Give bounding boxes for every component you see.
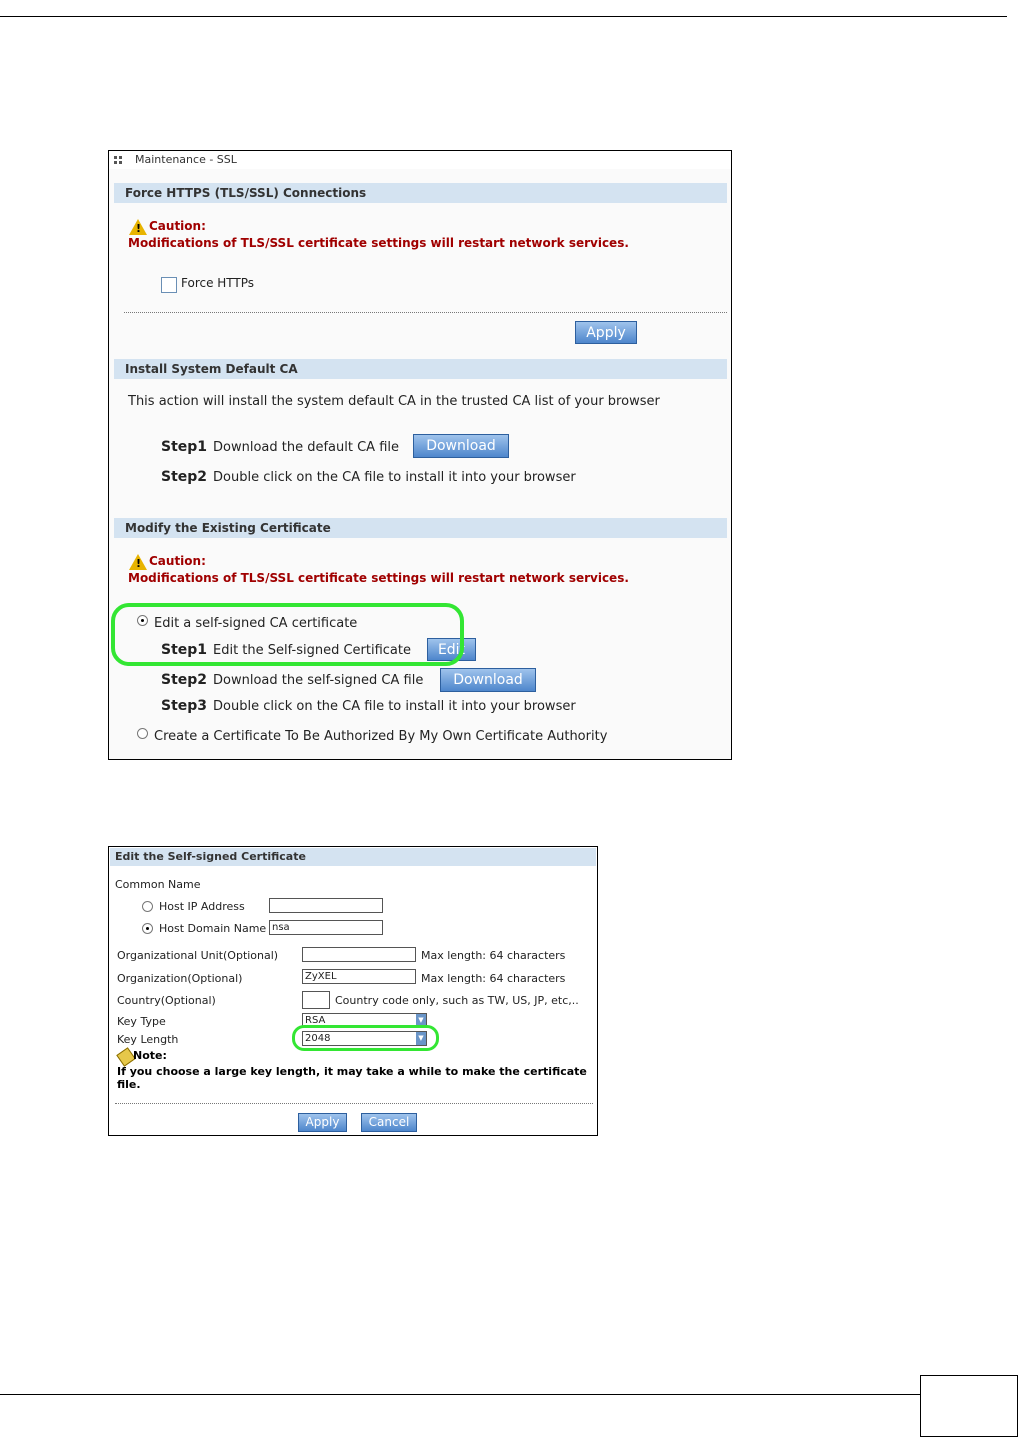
caution-message: Modifications of TLS/SSL certificate settings will restart network services. [128,236,629,250]
highlight-circle [292,1025,439,1051]
window-title: Maintenance - SSL [135,153,237,166]
warning-icon: ! [129,554,147,570]
self-signed-option-label: Edit a self-signed CA certificate [154,616,358,631]
host-domain-label: Host Domain Name [159,922,267,935]
warning-icon: ! [129,219,147,235]
caution-title: Caution: [149,219,206,233]
caution-message: Modifications of TLS/SSL certificate settings will restart network services. [128,571,629,585]
top-rule [0,16,1007,17]
country-input[interactable] [302,991,330,1009]
edit-certificate-dialog [108,846,598,1136]
caution-title: Caution: [149,554,206,568]
step1-label: Step1 [161,642,208,658]
chevron-down-icon[interactable]: ▼ [416,1014,426,1027]
step1-text: Download the default CA file [213,440,399,455]
note-label: Note: [133,1049,167,1062]
page-number-box [920,1375,1018,1437]
divider [124,312,727,313]
dialog-title: Edit the Self-signed Certificate [110,848,596,866]
common-name-label: Common Name [115,878,201,891]
key-length-label: Key Length [117,1033,179,1046]
org-unit-label: Organizational Unit(Optional) [117,949,279,962]
bottom-rule [0,1394,920,1395]
download-default-ca-button[interactable]: Download [413,434,509,458]
host-ip-label: Host IP Address [159,900,245,913]
force-https-checkbox[interactable] [161,277,177,293]
section-install-ca-heading: Install System Default CA [114,359,727,379]
org-label: Organization(Optional) [117,972,243,985]
highlight-circle [111,603,464,666]
step2-text: Download the self-signed CA file [213,673,424,688]
country-label: Country(Optional) [117,994,216,1007]
divider [115,1103,593,1104]
chevron-down-icon[interactable]: ▼ [416,1032,426,1045]
window-titlebar [109,151,731,169]
own-ca-radio[interactable] [137,728,148,739]
install-ca-description: This action will install the system default CA in the trusted CA list of your browser [128,394,660,409]
apply-button[interactable]: Apply [575,321,637,344]
step1-label: Step1 [161,439,208,455]
step2-label: Step2 [161,469,208,485]
menu-grid-icon [114,156,123,165]
host-ip-radio[interactable] [142,901,153,912]
step3-text: Double click on the CA file to install it into your browser [213,699,576,714]
host-ip-input[interactable] [269,898,383,913]
host-domain-input[interactable]: nsa [269,920,383,935]
key-type-value: RSA [305,1015,326,1026]
section-force-https-heading: Force HTTPS (TLS/SSL) Connections [114,183,727,203]
download-self-signed-button[interactable]: Download [440,668,536,692]
host-domain-radio[interactable] [142,923,153,934]
org-unit-hint: Max length: 64 characters [421,949,566,962]
org-unit-input[interactable] [302,947,416,962]
step2-label: Step2 [161,672,208,688]
apply-button[interactable]: Apply [298,1113,347,1132]
org-input[interactable]: ZyXEL [302,969,416,984]
cancel-button[interactable]: Cancel [361,1113,417,1132]
force-https-label: Force HTTPs [181,276,255,290]
note-text: If you choose a large key length, it may take a while to make the certificate file. [117,1065,587,1091]
edit-button[interactable]: Edit [427,638,476,661]
own-ca-option-label: Create a Certificate To Be Authorized By My Own Certificate Authority [154,729,608,744]
key-length-value: 2048 [305,1033,331,1044]
step2-text: Double click on the CA file to install it into your browser [213,470,576,485]
country-hint: Country code only, such as TW, US, JP, etc,.. [335,994,579,1007]
ssl-maintenance-panel [108,150,732,760]
org-hint: Max length: 64 characters [421,972,566,985]
step1-text: Edit the Self-signed Certificate [213,643,411,658]
step3-label: Step3 [161,698,208,714]
key-type-label: Key Type [117,1015,166,1028]
section-modify-cert-heading: Modify the Existing Certificate [114,518,727,538]
